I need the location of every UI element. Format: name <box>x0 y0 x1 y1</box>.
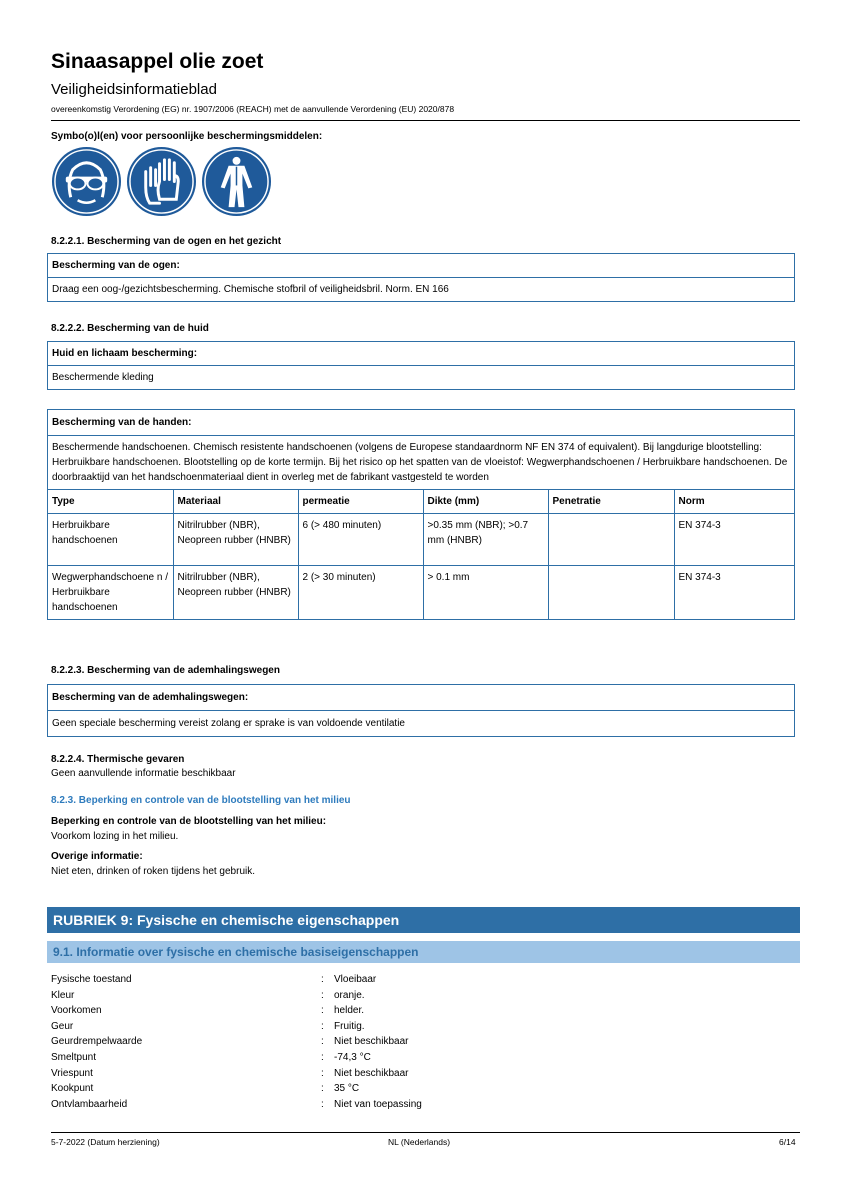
gloves-table-header-row <box>48 490 794 514</box>
property-value: helder. <box>334 1005 365 1017</box>
list-item: Vriespunt : Niet beschikbaar <box>51 1066 422 1082</box>
list-item: Kleur : oranje. <box>51 988 422 1004</box>
hand-protection-box <box>47 409 795 620</box>
list-item: Geur : Fruitig. <box>51 1019 422 1035</box>
document-subtitle: Veiligheidsinformatieblad <box>51 81 217 98</box>
resp-section-heading: 8.2.2.3. Bescherming van de ademhalingswegen <box>51 665 280 676</box>
eye-protection-box <box>47 253 795 302</box>
table-cell: Wegwerphandschoene n / Herbruikbare handschoenen <box>48 566 173 620</box>
other-info-heading: Overige informatie: <box>51 851 143 862</box>
document-title: Sinaasappel olie zoet <box>51 50 264 73</box>
env-section-heading: 8.2.3. Beperking en controle van de blootstelling van het milieu <box>51 795 351 806</box>
hand-protection-box-text: Beschermende handschoenen. Chemisch resistente handschoenen (volgens de Europese standaardnorm NF EN 374 of equivalent). Bij langdurige blootstelling: Herbruikbare handschoenen. Blootstelling op de korte termijn. Bij het risico op het spatten van de vloeistof: Wegwerphandschoenen / Herbruikbare handschoenen. De doorbraaktijd van het handschoenmateriaal dient in overleg met de fabrikant vastgesteld te worden <box>48 435 794 489</box>
property-label: Voorkomen <box>51 1005 102 1017</box>
table-cell <box>548 514 674 566</box>
list-item: Smeltpunt : -74,3 °C <box>51 1050 422 1066</box>
resp-protection-box <box>47 684 795 737</box>
table-cell: Nitrilrubber (NBR), Neopreen rubber (HNBR) <box>173 566 298 620</box>
env-sub-text: Voorkom lozing in het milieu. <box>51 831 179 842</box>
skin-protection-box <box>47 341 795 390</box>
gloves-table-header: Type <box>48 490 173 514</box>
eye-protection-icon <box>51 146 122 217</box>
skin-protection-box-text: Beschermende kleding <box>48 365 794 389</box>
list-item: Ontvlambaarheid : Niet van toepassing <box>51 1097 422 1113</box>
table-row <box>48 566 794 620</box>
list-item: Voorkomen : helder. <box>51 1003 422 1019</box>
table-cell: Herbruikbare handschoenen <box>48 514 173 566</box>
protective-clothing-icon <box>201 146 272 217</box>
table-cell: >0.35 mm (NBR); >0.7 mm (HNBR) <box>423 514 548 566</box>
table-cell: EN 374-3 <box>674 514 794 566</box>
hand-protection-box-header: Bescherming van de handen: <box>52 417 192 428</box>
table-cell <box>548 566 674 620</box>
property-label: Smeltpunt <box>51 1051 97 1063</box>
gloves-table-header: Dikte (mm) <box>423 490 548 514</box>
footer-language: NL (Nederlands) <box>388 1137 451 1147</box>
eyes-section-heading: 8.2.2.1. Bescherming van de ogen en het gezicht <box>51 236 282 247</box>
eye-protection-box-text: Draag een oog-/gezichtsbescherming. Chemische stofbril of veiligheidsbril. Norm. EN 166 <box>48 277 794 301</box>
properties-list <box>51 972 422 1112</box>
ppe-icons <box>51 146 272 217</box>
section91-banner: 9.1. Informatie over fysische en chemische basiseigenschappen <box>47 941 800 963</box>
footer-divider <box>51 1132 800 1133</box>
gloves-icon <box>126 146 197 217</box>
property-label: Vriespunt <box>51 1067 93 1079</box>
list-item: Geurdrempelwaarde : Niet beschikbaar <box>51 1034 422 1050</box>
gloves-table-header: Penetratie <box>548 490 674 514</box>
footer-date: 5-7-2022 (Datum herziening) <box>51 1137 160 1147</box>
property-value: -74,3 °C <box>334 1051 371 1063</box>
skin-protection-box-header: Huid en lichaam bescherming: <box>52 348 198 359</box>
gloves-table-header: Materiaal <box>173 490 298 514</box>
property-value: oranje. <box>334 989 365 1001</box>
list-item: Fysische toestand : Vloeibaar <box>51 972 422 988</box>
property-value: Fruitig. <box>334 1020 365 1032</box>
list-item: Kookpunt : 35 °C <box>51 1081 422 1097</box>
property-value: 35 °C <box>334 1083 360 1095</box>
gloves-table-header: permeatie <box>298 490 423 514</box>
other-info-text: Niet eten, drinken of roken tijdens het gebruik. <box>51 866 256 877</box>
property-label: Geur <box>51 1020 74 1032</box>
header-divider <box>51 120 800 121</box>
property-label: Kookpunt <box>51 1083 94 1095</box>
gloves-table <box>48 489 794 619</box>
table-cell: > 0.1 mm <box>423 566 548 620</box>
property-label: Kleur <box>51 989 75 1001</box>
property-value: Niet van toepassing <box>334 1098 422 1110</box>
ppe-heading: Symbo(o)l(en) voor persoonlijke beschermingsmiddelen: <box>51 131 323 142</box>
skin-section-heading: 8.2.2.2. Bescherming van de huid <box>51 323 209 334</box>
property-value: Vloeibaar <box>334 974 377 985</box>
property-label: Fysische toestand <box>51 974 132 985</box>
property-label: Ontvlambaarheid <box>51 1098 128 1110</box>
property-value: Niet beschikbaar <box>334 1036 409 1048</box>
eye-protection-box-header: Bescherming van de ogen: <box>52 260 180 271</box>
section9-banner: RUBRIEK 9: Fysische en chemische eigenschappen <box>47 907 800 933</box>
regulation-note: overeenkomstig Verordening (EG) nr. 1907/2006 (REACH) met de aanvullende Verordening (EU) 2020/878 <box>51 104 455 114</box>
table-cell: 6 (> 480 minuten) <box>298 514 423 566</box>
thermal-section-heading: 8.2.2.4. Thermische gevaren <box>51 754 185 765</box>
table-cell: EN 374-3 <box>674 566 794 620</box>
property-value: Niet beschikbaar <box>334 1067 409 1079</box>
gloves-table-header: Norm <box>674 490 794 514</box>
footer-page-number: 6/14 <box>779 1137 796 1147</box>
env-sub-heading: Beperking en controle van de blootstelling van het milieu: <box>51 816 327 827</box>
resp-protection-box-header: Bescherming van de ademhalingswegen: <box>52 692 249 703</box>
table-cell: 2 (> 30 minuten) <box>298 566 423 620</box>
property-label: Geurdrempelwaarde <box>51 1036 143 1048</box>
table-cell: Nitrilrubber (NBR), Neopreen rubber (HNBR) <box>173 514 298 566</box>
resp-protection-box-text: Geen speciale bescherming vereist zolang er sprake is van voldoende ventilatie <box>48 710 794 736</box>
table-row <box>48 514 794 566</box>
thermal-text: Geen aanvullende informatie beschikbaar <box>51 768 236 779</box>
